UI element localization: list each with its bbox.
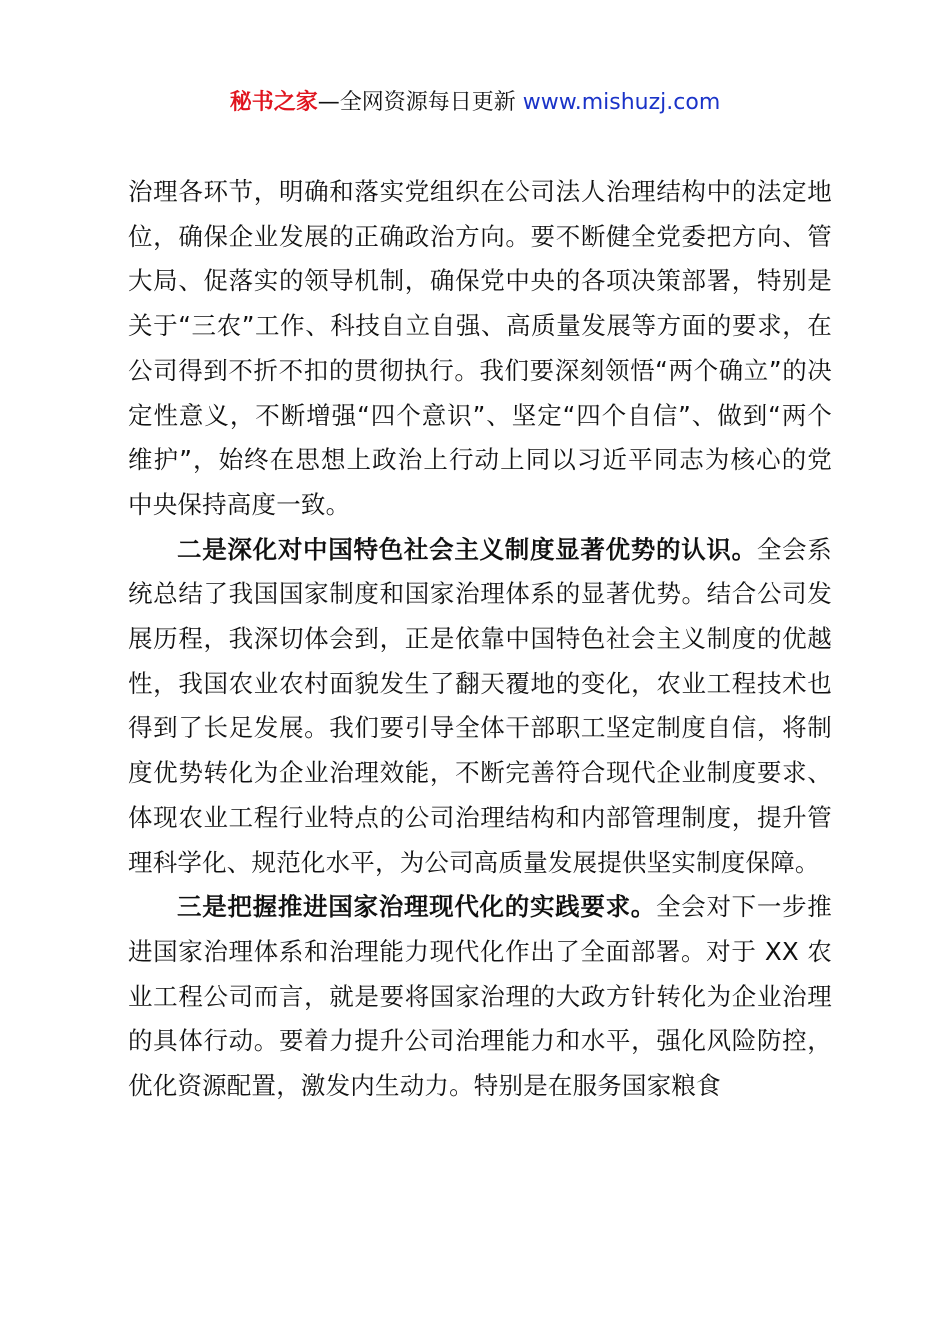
header-tagline: —全网资源每日更新 — [317, 90, 523, 115]
paragraph-2 — [128, 528, 832, 886]
document-body — [128, 170, 832, 1109]
page-header — [0, 86, 950, 120]
paragraph-1 — [128, 170, 832, 528]
paragraph-3-text: 全会对下一步推进国家治理体系和治理能力现代化作出了全面部署。对于 XX 农业工程公司而言，就是要将国家治理的大政方针转化为企业治理的具体行动。要着力提升公司治理能力和水平，强化风险防控，优化资源配置，激发内生动力。特别是在服务国家粮食 — [128, 892, 832, 1101]
paragraph-1-text: 治理各环节，明确和落实党组织在公司法人治理结构中的法定地位，确保企业发展的正确政治方向。要不断健全党委把方向、管大局、促落实的领导机制，确保党中央的各项决策部署，特别是关于“三农”工作、科技自立自强、高质量发展等方面的要求，在公司得到不折不扣的贯彻执行。我们要深刻领悟“两个确立”的决定性意义，不断增强“四个意识”、坚定“四个自信”、做到“两个维护”，始终在思想上政治上行动上同以习近平同志为核心的党中央保持高度一致。 — [128, 177, 832, 519]
paragraph-3 — [128, 885, 832, 1109]
brand-name: 秘书之家 — [229, 90, 318, 115]
site-url[interactable]: www.mishuzj.com — [522, 90, 721, 115]
paragraph-3-lead: 三是把握推进国家治理现代化的实践要求。 — [177, 892, 657, 922]
paragraph-2-text: 全会系统总结了我国国家制度和国家治理体系的显著优势。结合公司发展历程，我深切体会到，正是依靠中国特色社会主义制度的优越性，我国农业农村面貌发生了翻天覆地的变化，农业工程技术也得到了长足发展。我们要引导全体干部职工坚定制度自信，将制度优势转化为企业治理效能，不断完善符合现代企业制度要求、体现农业工程行业特点的公司治理结构和内部管理制度，提升管理科学化、规范化水平，为公司高质量发展提供坚实制度保障。 — [128, 534, 832, 877]
paragraph-2-lead: 二是深化对中国特色社会主义制度显著优势的认识。 — [177, 534, 757, 564]
